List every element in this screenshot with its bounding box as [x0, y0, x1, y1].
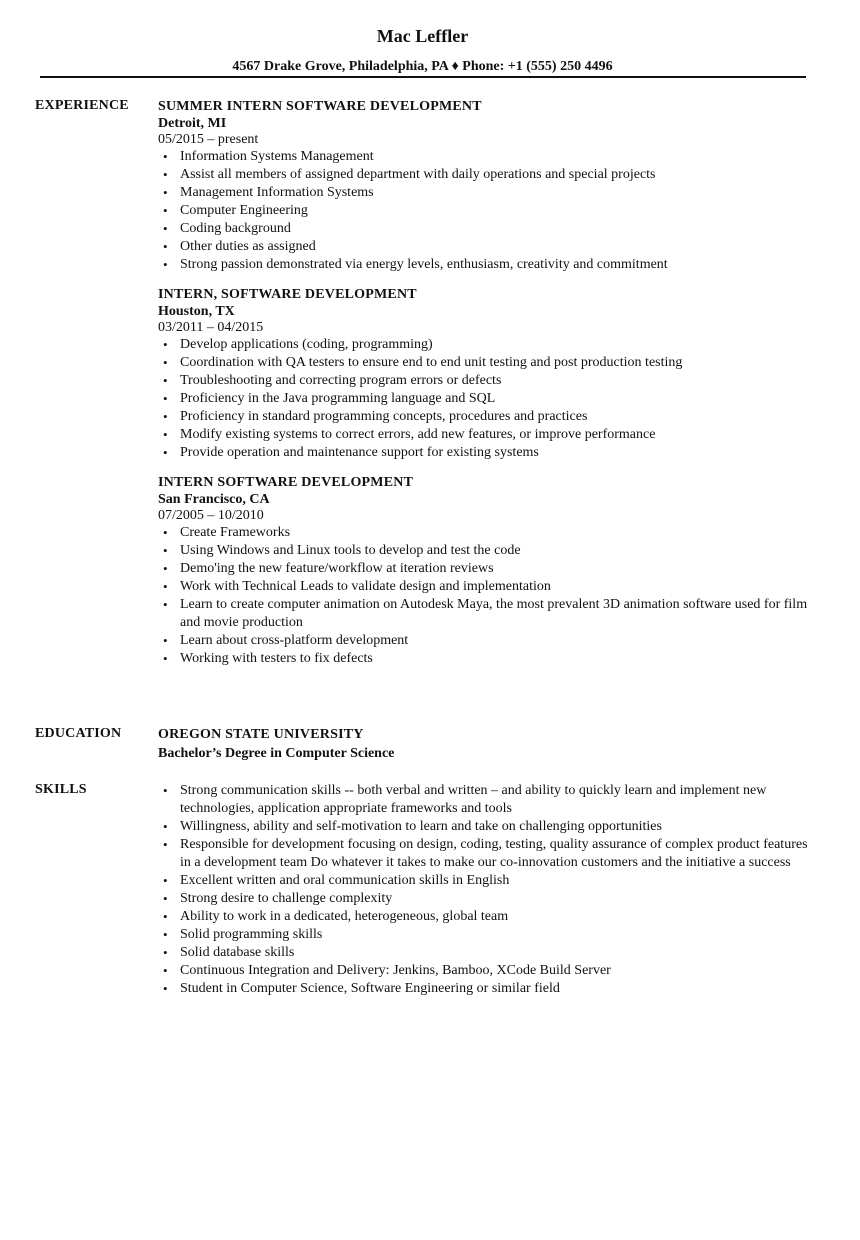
job-entry: [158, 286, 808, 462]
duty-item: • Information Systems Management: [158, 148, 808, 166]
duty-item: • Troubleshooting and correcting program errors or defects: [158, 372, 808, 390]
job-duties: [158, 524, 808, 668]
contact-line: 4567 Drake Grove, Philadelphia, PA ♦ Phone: +1 (555) 250 4496: [232, 59, 613, 74]
job-duties: [158, 148, 808, 274]
duty-item: • Computer Engineering: [158, 202, 808, 220]
job-title: INTERN, SOFTWARE DEVELOPMENT: [158, 287, 417, 302]
duty-item: • Create Frameworks: [158, 524, 808, 542]
duty-item: • Learn to create computer animation on Autodesk Maya, the most prevalent 3D animation software used for film and movie production: [158, 596, 808, 632]
skill-item: • Ability to work in a dedicated, heterogeneous, global team: [158, 908, 808, 926]
job-location: Detroit, MI: [158, 116, 227, 131]
duty-item: • Modify existing systems to correct errors, add new features, or improve performance: [158, 426, 808, 444]
skill-item: • Strong desire to challenge complexity: [158, 890, 808, 908]
job-entry: [158, 98, 808, 274]
education-body: [158, 726, 808, 764]
duty-item: • Assist all members of assigned department with daily operations and special projects: [158, 166, 808, 184]
job-duties: [158, 336, 808, 462]
duty-item: • Coordination with QA testers to ensure end to end unit testing and post production testing: [158, 354, 808, 372]
school-name: OREGON STATE UNIVERSITY: [158, 727, 364, 742]
job-dates: 05/2015 – present: [158, 132, 259, 147]
skill-item: • Continuous Integration and Delivery: Jenkins, Bamboo, XCode Build Server: [158, 962, 808, 980]
job-location: San Francisco, CA: [158, 492, 270, 507]
duty-item: • Learn about cross-platform development: [158, 632, 808, 650]
duty-item: • Develop applications (coding, programming): [158, 336, 808, 354]
duty-item: • Working with testers to fix defects: [158, 650, 808, 668]
duty-item: • Proficiency in standard programming concepts, procedures and practices: [158, 408, 808, 426]
job-entry: [158, 474, 808, 668]
education-heading: EDUCATION: [35, 726, 122, 741]
job-title: SUMMER INTERN SOFTWARE DEVELOPMENT: [158, 99, 482, 114]
skills-list: [158, 782, 808, 998]
duty-item: • Coding background: [158, 220, 808, 238]
skill-item: • Willingness, ability and self-motivation to learn and take on challenging opportunities: [158, 818, 808, 836]
duty-item: • Work with Technical Leads to validate design and implementation: [158, 578, 808, 596]
duty-item: • Using Windows and Linux tools to develop and test the code: [158, 542, 808, 560]
job-dates: 07/2005 – 10/2010: [158, 508, 264, 523]
skill-item: • Excellent written and oral communication skills in English: [158, 872, 808, 890]
experience-heading: EXPERIENCE: [35, 98, 129, 113]
experience-body: [158, 98, 808, 680]
duty-item: • Other duties as assigned: [158, 238, 808, 256]
duty-item: • Proficiency in the Java programming language and SQL: [158, 390, 808, 408]
skill-item: • Student in Computer Science, Software Engineering or similar field: [158, 980, 808, 998]
skill-item: • Responsible for development focusing on design, coding, testing, quality assurance of complex product features in a development team Do whatever it takes to make our co-innovation customers and the initiative a success: [158, 836, 808, 872]
job-dates: 03/2011 – 04/2015: [158, 320, 264, 335]
skills-body: [158, 782, 808, 998]
duty-item: • Demo'ing the new feature/workflow at iteration reviews: [158, 560, 808, 578]
job-title: INTERN SOFTWARE DEVELOPMENT: [158, 475, 414, 490]
duty-item: • Strong passion demonstrated via energy levels, enthusiasm, creativity and commitment: [158, 256, 808, 274]
candidate-name: Mac Leffler: [376, 26, 469, 46]
skill-item: • Strong communication skills -- both verbal and written – and ability to quickly learn and implement new technologies, application appropriate frameworks and tools: [158, 782, 808, 818]
degree-name: Bachelor’s Degree in Computer Science: [158, 746, 395, 761]
skills-heading: SKILLS: [35, 782, 87, 797]
job-location: Houston, TX: [158, 304, 235, 319]
header-divider: [40, 76, 806, 78]
skill-item: • Solid programming skills: [158, 926, 808, 944]
skill-item: • Solid database skills: [158, 944, 808, 962]
duty-item: • Management Information Systems: [158, 184, 808, 202]
duty-item: • Provide operation and maintenance support for existing systems: [158, 444, 808, 462]
